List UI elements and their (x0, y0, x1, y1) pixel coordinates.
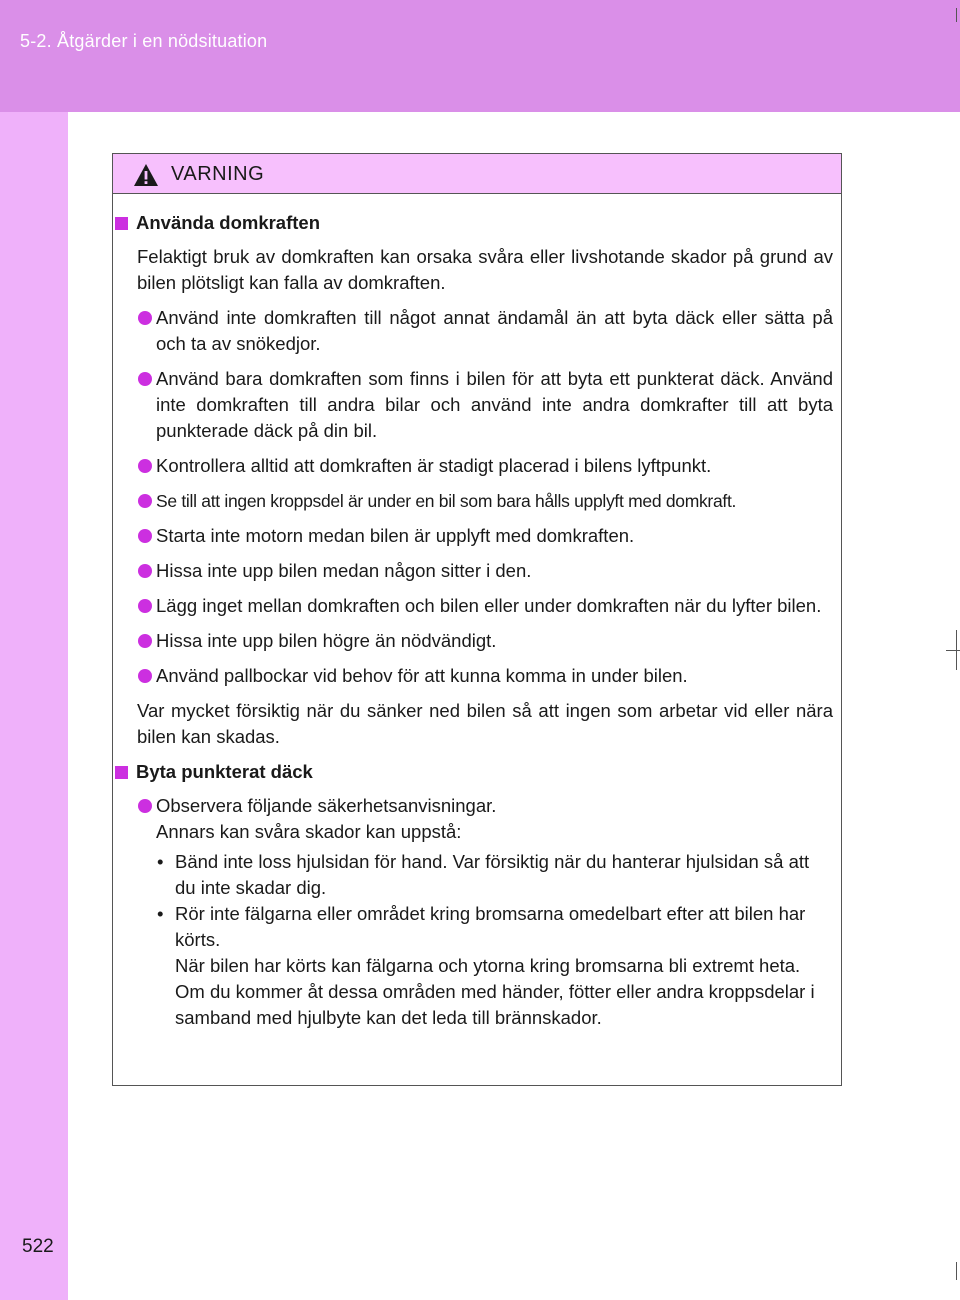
sub-list (153, 849, 833, 1031)
circle-bullet-icon (138, 669, 152, 683)
list-item-text: Hissa inte upp bilen medan någon sitter i den. (156, 560, 532, 581)
list-item-text: Annars kan svåra skador kan uppstå: (156, 821, 462, 842)
crop-mark (946, 650, 960, 651)
warning-header (113, 154, 841, 194)
list-item-text: Se till att ingen kroppsdel är under en bil som bara hålls upplyft med domkraft. (156, 491, 737, 511)
list-item (156, 305, 833, 357)
warning-body (113, 194, 841, 1031)
list-item-text: Kontrollera alltid att domkraften är stadigt placerad i bilens lyftpunkt. (156, 455, 712, 476)
warning-triangle-icon (133, 163, 159, 187)
intro-paragraph: Felaktigt bruk av domkraften kan orsaka svåra eller livshotande skador på grund av bilen plötsligt kan falla av domkraften. (137, 246, 833, 293)
warning-box (112, 153, 842, 1086)
outro-paragraph: Var mycket försiktig när du sänker ned bilen så att ingen som arbetar vid eller nära bilen kan skadas. (137, 700, 833, 747)
sub-list-item (157, 901, 833, 1031)
list-item (156, 453, 833, 479)
circle-bullet-icon (138, 564, 152, 578)
list-item-text: Använd bara domkraften som finns i bilen för att byta ett punkterat däck. Använd inte domkraften till andra bilar och använd inte andra domkrafter till att byta punkterade däck på din bil. (156, 368, 833, 441)
sub-list-item (157, 849, 833, 901)
circle-bullet-icon (138, 529, 152, 543)
circle-bullet-icon (138, 799, 152, 813)
section-heading (113, 759, 833, 785)
circle-bullet-icon (138, 311, 152, 325)
list-item (156, 793, 833, 845)
list-item (156, 663, 833, 689)
list-item (156, 558, 833, 584)
sub-list-item-continuation: När bilen har körts kan fälgarna och ytorna kring bromsarna bli extremt heta. Om du kommer åt dessa områden med händer, fötter eller andra kroppsdelar i samband med hjulbyte kan det leda till brännskador. (175, 955, 815, 1028)
list-item-text: Observera följande säkerhetsanvisningar. (156, 795, 497, 816)
section-heading-text: Använda domkraften (136, 212, 321, 233)
list-item (156, 488, 833, 514)
circle-bullet-icon (138, 494, 152, 508)
section-title: 5-2. Åtgärder i en nödsituation (20, 31, 268, 51)
left-margin-band (0, 112, 68, 1300)
sub-list-item-text: Rör inte fälgarna eller området kring bromsarna omedelbart efter att bilen har körts. (175, 903, 806, 950)
warning-label: VARNING (171, 163, 265, 185)
crop-mark (956, 630, 957, 670)
sub-list-item-text: Bänd inte loss hjulsidan för hand. Var försiktig när du hanterar hjulsidan så att du inte skadar dig. (175, 851, 810, 898)
circle-bullet-icon (138, 459, 152, 473)
sub-bullet-mark: • (157, 903, 164, 924)
section-heading (113, 210, 833, 236)
list-item (156, 523, 833, 549)
list-item (156, 366, 833, 444)
sub-bullet-mark: • (157, 851, 164, 872)
square-bullet-icon (115, 766, 128, 779)
list-item (156, 593, 833, 619)
circle-bullet-icon (138, 634, 152, 648)
crop-mark (956, 8, 957, 22)
section-heading-text: Byta punkterat däck (136, 761, 313, 782)
list-item-text: Starta inte motorn medan bilen är upplyft med domkraften. (156, 525, 635, 546)
circle-bullet-icon (138, 599, 152, 613)
square-bullet-icon (115, 217, 128, 230)
page-number: 522 (22, 1236, 54, 1257)
list-item (156, 628, 833, 654)
header-band (0, 0, 960, 112)
circle-bullet-icon (138, 372, 152, 386)
crop-mark (956, 1262, 957, 1280)
list-item-text: Använd inte domkraften till något annat ändamål än att byta däck eller sätta på och ta av snökedjor. (156, 307, 833, 354)
list-item-text: Lägg inget mellan domkraften och bilen eller under domkraften när du lyfter bilen. (156, 595, 822, 616)
list-item-text: Använd pallbockar vid behov för att kunna komma in under bilen. (156, 665, 688, 686)
list-item-text: Hissa inte upp bilen högre än nödvändigt. (156, 630, 497, 651)
